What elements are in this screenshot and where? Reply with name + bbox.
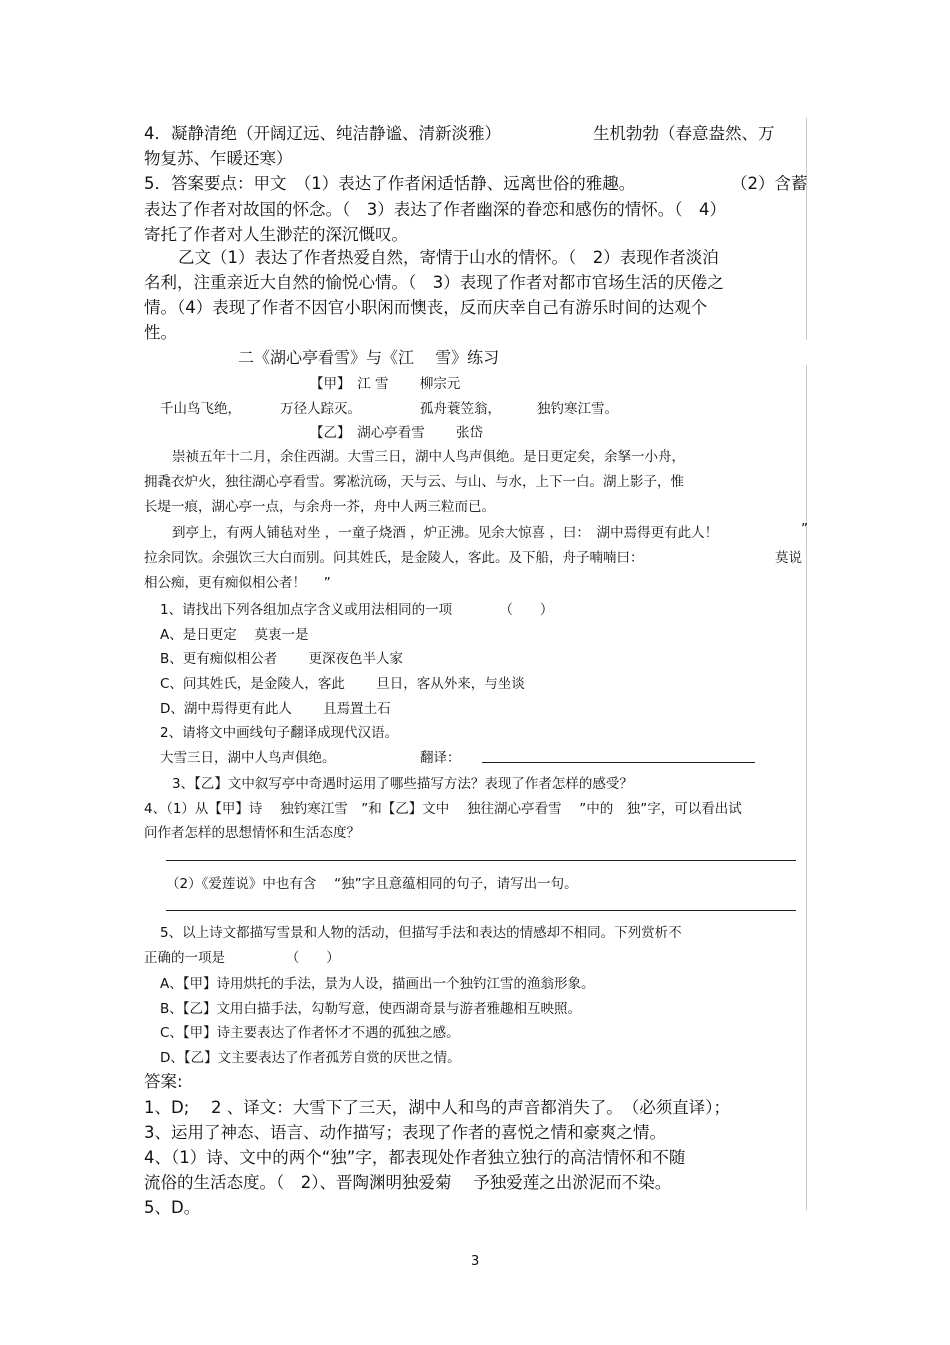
option: A、【甲】诗用烘托的手法，景为人设，描画出一个独钓江雪的渔翁形象。 [160, 976, 595, 992]
option: C、【甲】诗主要表达了作者怀才不遇的孤独之感。 [160, 1025, 460, 1041]
answer-blank-line[interactable] [166, 910, 796, 911]
prose-line: 莫说 [775, 550, 802, 566]
option: A、是日更定 莫衷一是 [160, 627, 309, 643]
translate-label: 翻译： [420, 750, 461, 766]
answer-line: 1、D; 2 、译文：大雪下了三天，湖中人和鸟的声音都消失了。 （必须直译）； [144, 1098, 730, 1117]
option: B、【乙】文用白描手法，勾勒写意，使西湖奇景与游者雅趣相互映照。 [160, 1001, 582, 1017]
text-line: 性。 [144, 323, 177, 342]
text-line: 4．凝静清绝（开阔辽远、纯洁静谧、清新淡雅） [144, 124, 501, 143]
question-5: 正确的一项是 （ ） [144, 950, 340, 966]
text-line: 情。（4）表现了作者不因官小职闲而懊丧，反而庆幸自己有游乐时间的达观个 [144, 298, 708, 317]
answer-blank-line[interactable] [166, 860, 796, 861]
answer-line: 5、D。 [144, 1198, 201, 1217]
text-line: 寄托了作者对人生渺茫的深沉慨叹。 [144, 225, 408, 244]
question-2-sentence: 大雪三日，湖中人鸟声俱绝。 [160, 750, 336, 766]
answers-label: 答案: [144, 1072, 183, 1091]
text-line: 名利，注重亲近大自然的愉悦心情。（ 3）表现了作者对都市官场生活的厌倦之 [144, 273, 724, 292]
option: C、问其姓氏，是金陵人，客此 旦日，客从外来，与坐谈 [160, 676, 525, 692]
text-line: 乙文（1）表达了作者热爱自然，寄情于山水的情怀。（ 2）表现作者淡泊 [178, 248, 719, 267]
prose-line: 拥毳衣炉火，独往湖心亭看雪。雾凇沆砀，天与云、与山、与水，上下一白。湖上影子，惟 [144, 474, 684, 490]
prose-line: 长堤一痕，湖心亭一点，与余舟一芥，舟中人两三粒而已。 [144, 499, 495, 515]
poem-line: 千山鸟飞绝， [160, 401, 241, 417]
answer-blank-line[interactable] [482, 762, 755, 763]
prose-line: 到亭上，有两人铺毡对坐 ，一童子烧酒 ，炉正沸。见余大惊喜 ，曰： 湖中焉得更有此人！ [172, 525, 719, 541]
question-4-2: （2）《爱莲说》中也有含 “独”字且意蕴相同的句子，请写出一句。 [166, 876, 578, 892]
answer-line: 流俗的生活态度。（ 2）、晋陶渊明独爱菊 予独爱莲之出淤泥而不染。 [144, 1173, 672, 1192]
text-line: （2）含蓄 [731, 174, 808, 193]
prose-line: 拉余同饮。余强饮三大白而别。问其姓氏，是金陵人，客此。及下船，舟子喃喃曰： [144, 550, 644, 566]
right-margin-line [806, 118, 807, 340]
answer-line: 4、（1）诗、文中的两个“独”字，都表现处作者独立独行的高洁情怀和不随 [144, 1148, 686, 1167]
question-4: 问作者怎样的思想情怀和生活态度？ [144, 825, 360, 841]
poem-line: 万径人踪灭。 [280, 401, 361, 417]
text-line: 物复苏、乍暖还寒） [144, 149, 293, 168]
option: B、更有痴似相公者 更深夜色半人家 [160, 651, 404, 667]
poem-header: 【甲】 江 雪 柳宗元 [310, 376, 461, 392]
text-line: 生机勃勃（春意盎然、万 [593, 124, 775, 143]
question-1: 1、请找出下列各组加点字含义或用法相同的一项 （ ） [160, 602, 554, 618]
question-3: 3、【乙】文中叙写亭中奇遇时运用了哪些描写方法？表现了作者怎样的感受？ [172, 776, 633, 792]
poem-line: 独钓寒江雪。 [537, 401, 618, 417]
answer-line: 3、运用了神态、语言、动作描写；表现了作者的喜悦之情和豪爽之情。 [144, 1123, 666, 1142]
question-2: 2、请将文中画线句子翻译成现代汉语。 [160, 725, 399, 741]
prose-line: 相公痴，更有痴似相公者！ ” [144, 575, 331, 591]
section-title: 二《湖心亭看雪》与《江 雪》练习 [238, 348, 500, 367]
option: D、湖中焉得更有此人 且焉置土石 [160, 701, 391, 717]
question-5: 5、以上诗文都描写雪景和人物的活动，但描写手法和表达的情感却不相同。下列赏析不 [160, 925, 682, 941]
question-4: 4、（1）从【甲】诗 独钓寒江雪 ”和【乙】文中 独往湖心亭看雪 ”中的 独”字，可以看出试 [144, 801, 742, 817]
text-line: 5．答案要点：甲文 （1）表达了作者闲适恬静、远离世俗的雅趣。 [144, 174, 636, 193]
right-margin-line [806, 365, 807, 1210]
prose-header: 【乙】 湖心亭看雪 张岱 [310, 425, 484, 441]
prose-line: 崇祯五年十二月，余住西湖。大雪三日，湖中人鸟声俱绝。是日更定矣，余拏一小舟， [172, 449, 685, 465]
text-line: 表达了作者对故国的怀念。（ 3）表达了作者幽深的眷恋和感伤的情怀。（ 4） [144, 200, 726, 219]
prose-line: ” [801, 521, 808, 537]
option: D、【乙】文主要表达了作者孤芳自赏的厌世之情。 [160, 1050, 461, 1066]
page-number: 3 [471, 1254, 480, 1269]
poem-line: 孤舟蓑笠翁， [420, 401, 501, 417]
